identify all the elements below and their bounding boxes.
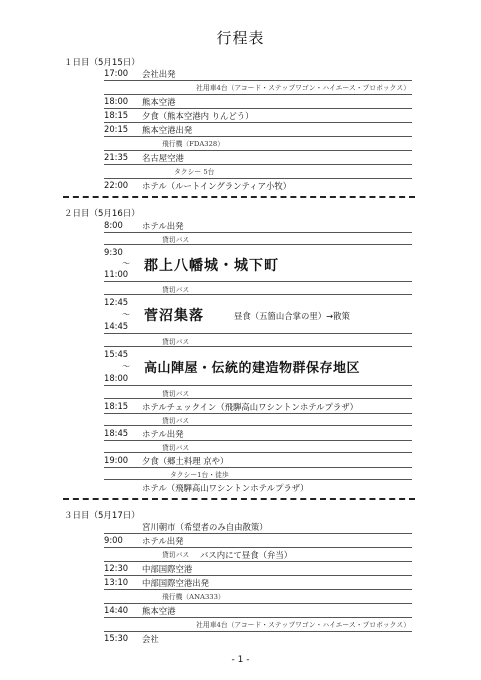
transport-note-row xyxy=(104,469,412,480)
event: 中部国際空港 xyxy=(142,564,193,574)
highlight-row xyxy=(104,247,412,282)
schedule-row xyxy=(104,633,412,645)
time: 18:00 xyxy=(104,96,129,106)
event: ホテル出発 xyxy=(142,429,184,439)
day-heading: ３日目（5月17日） xyxy=(64,511,140,521)
schedule-row xyxy=(104,455,412,468)
event: ホテル出発 xyxy=(142,536,184,546)
time: 13:10 xyxy=(104,577,129,587)
schedule-row xyxy=(104,535,412,548)
transport-note: 貸切バス xyxy=(162,390,190,398)
transport-note-row xyxy=(104,336,412,347)
transport-note: タクシー1台・徒歩 xyxy=(170,471,229,479)
event-detail: 昼食（五箇山合掌の里）→散策 xyxy=(234,311,350,321)
event: 熊本空港出発 xyxy=(142,125,193,135)
transport-note-row xyxy=(104,591,412,604)
transport-note: 貸切バス xyxy=(162,551,190,559)
day-divider xyxy=(63,196,415,198)
event: 会社 xyxy=(142,634,159,644)
schedule-row xyxy=(104,482,412,494)
day-heading: ２日目（5月16日） xyxy=(64,209,140,219)
end-time: 14:45 xyxy=(104,321,129,331)
event: ホテル出発 xyxy=(142,221,184,231)
event: 熊本空港 xyxy=(142,97,176,107)
transport-note-row xyxy=(104,415,412,426)
transport-note: 飛行機（ANA333） xyxy=(162,593,225,601)
transport-note: 貸切バス xyxy=(162,236,190,244)
schedule-row xyxy=(104,96,412,109)
event: 会社出発 xyxy=(142,69,176,79)
event: 名古屋空港 xyxy=(142,153,184,163)
transport-note-row xyxy=(104,234,412,245)
time: 12:30 xyxy=(104,563,129,573)
time: 18:15 xyxy=(104,110,129,120)
schedule-row xyxy=(104,124,412,137)
transport-note-row xyxy=(104,82,412,95)
event: 夕食（郷土料理 京や） xyxy=(142,456,229,466)
schedule-row xyxy=(104,521,412,534)
schedule-row xyxy=(104,220,412,233)
transport-note-row xyxy=(104,138,412,151)
time: 20:15 xyxy=(104,124,129,134)
transport-note: 社用車4台（アコード・ステップワゴン・ハイエース・プロボックス） xyxy=(196,84,410,92)
day-heading: １日目（5月15日） xyxy=(64,58,140,68)
schedule-row xyxy=(104,428,412,441)
start-time: 15:45 xyxy=(104,349,129,359)
event: 熊本空港 xyxy=(142,606,176,616)
time-range-mark: 〜 xyxy=(122,259,130,268)
time: 18:45 xyxy=(104,428,129,438)
highlight-event: 郡上八幡城・城下町 xyxy=(144,258,279,274)
transport-note-row xyxy=(104,166,412,179)
day-divider xyxy=(63,498,415,500)
schedule-row xyxy=(104,563,412,576)
event: 宮川朝市（希望者のみ自由散策） xyxy=(142,522,268,532)
highlight-event: 高山陣屋・伝統的建造物群保存地区 xyxy=(144,361,361,376)
transport-note: 貸切バス xyxy=(162,417,190,425)
transport-note: 飛行機（FDA328） xyxy=(162,140,225,148)
time: 8:00 xyxy=(104,220,123,230)
transport-note-row xyxy=(104,549,412,562)
page-title: 行程表 xyxy=(216,29,265,47)
end-time: 18:00 xyxy=(104,373,129,383)
highlight-row xyxy=(104,349,412,386)
start-time: 12:45 xyxy=(104,297,129,307)
schedule-row xyxy=(104,152,412,165)
event: ホテル（飛騨高山ワシントンホテルプラザ） xyxy=(142,483,309,493)
highlight-row xyxy=(104,297,412,334)
schedule-row xyxy=(104,577,412,590)
event: ホテルチェックイン（飛騨高山ワシントンホテルプラザ） xyxy=(142,402,359,412)
transport-note-row xyxy=(104,442,412,453)
transport-note: タクシー 5台 xyxy=(174,168,215,176)
event: ホテル（ルートイングランティア小牧） xyxy=(142,181,292,191)
schedule-row xyxy=(104,180,412,192)
transport-note: 貸切バス xyxy=(162,444,190,452)
schedule-row xyxy=(104,605,412,618)
transport-note-row xyxy=(104,619,412,632)
time: 21:35 xyxy=(104,152,129,162)
event: 夕食（熊本空港内 りんどう） xyxy=(142,111,254,121)
time: 19:00 xyxy=(104,455,129,465)
event-detail: バス内にて昼食（弁当） xyxy=(200,550,293,560)
event: 中部国際空港出発 xyxy=(142,578,209,588)
time: 9:00 xyxy=(104,535,123,545)
transport-note-row xyxy=(104,284,412,295)
time: 15:30 xyxy=(104,633,129,643)
transport-note-row xyxy=(104,388,412,399)
start-time: 9:30 xyxy=(104,247,123,257)
schedule-row xyxy=(104,68,412,81)
transport-note: 貸切バス xyxy=(162,286,190,294)
time-range-mark: 〜 xyxy=(122,310,130,319)
time-range-mark: 〜 xyxy=(122,362,130,371)
page-number: - 1 - xyxy=(231,655,250,665)
schedule-row xyxy=(104,110,412,123)
transport-note: 社用車4台（アコード・ステップワゴン・ハイエース・プロボックス） xyxy=(196,621,410,629)
transport-note: 貸切バス xyxy=(162,338,190,346)
highlight-event: 菅沼集落 xyxy=(144,308,204,324)
end-time: 11:00 xyxy=(104,269,129,279)
schedule-row xyxy=(104,401,412,414)
time: 14:40 xyxy=(104,605,129,615)
time: 17:00 xyxy=(104,68,129,78)
time: 18:15 xyxy=(104,401,129,411)
time: 22:00 xyxy=(104,180,129,190)
